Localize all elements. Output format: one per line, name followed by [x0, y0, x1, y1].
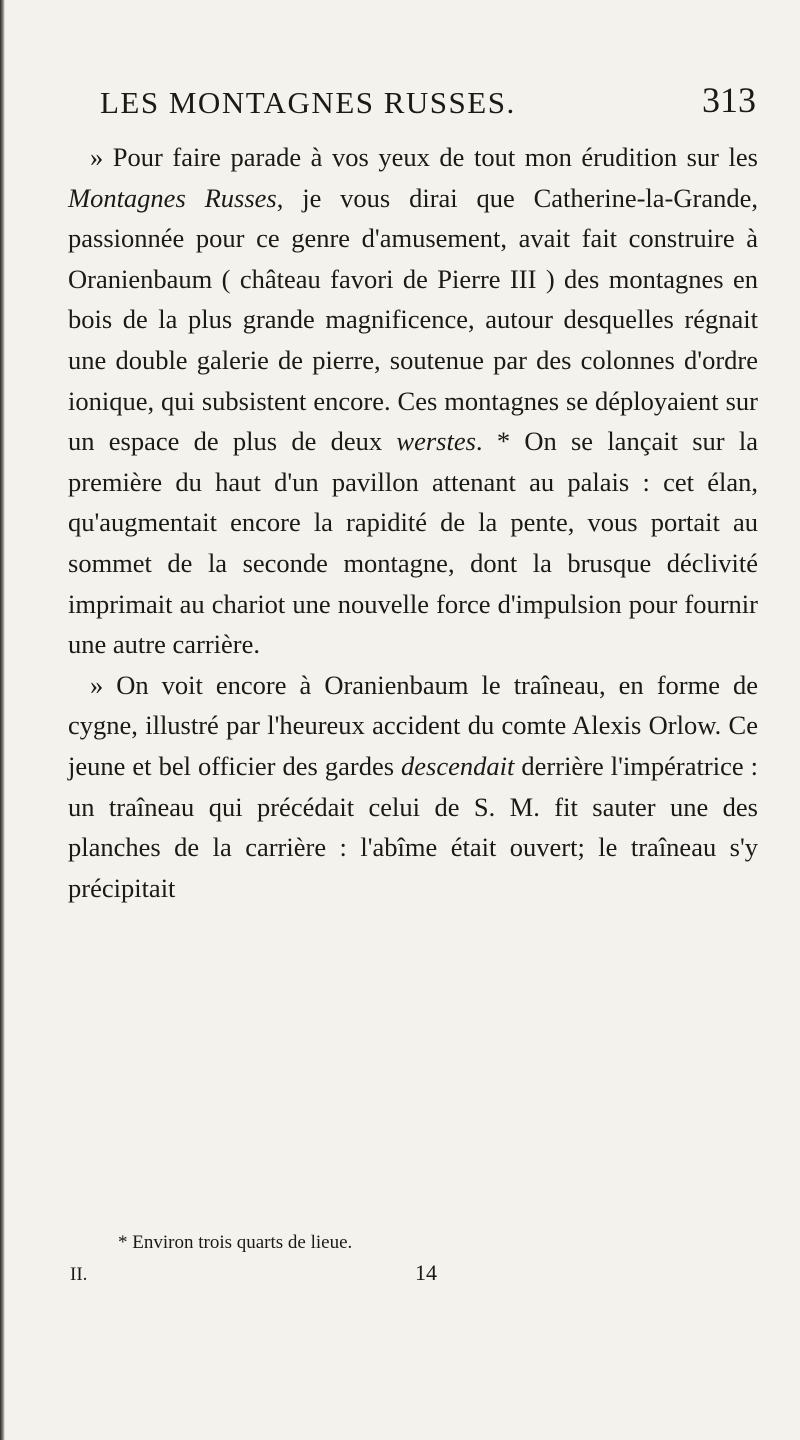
page-edge-shadow — [0, 0, 5, 1440]
italic-text: Montagnes Russes — [68, 182, 277, 213]
footnote: * Environ trois quarts de lieue. — [118, 1232, 353, 1253]
page-number: 313 — [702, 80, 756, 120]
text-segment: . * On se lançait sur la première du haut d'un pavillon attenant au palais : cet élan, qu'augmentait encore la rapidité de la pente, vous portait au sommet de la seconde montagne, dont la brusque déclivité imprimait au chariot une nouvelle force d'impulsion pour fournir une autre carrière. — [68, 426, 758, 660]
text-segment: » On voit encore à Oranienbaum le traîneau, en forme de cygne, illustré par l'heureux accident du comte Alexis Orlow. Ce jeune et bel officier des gardes — [68, 669, 758, 781]
volume-signature: II. — [70, 1264, 88, 1285]
paragraph — [68, 137, 758, 665]
italic-text: werstes — [396, 426, 476, 457]
text-segment: derrière l'impératrice : un traîneau qui précédait celui de S. M. fit sauter une des planches de la carrière : l'abîme était ouvert; le traîneau s'y précipitait — [68, 750, 758, 903]
italic-text: descendait — [401, 750, 515, 781]
body-text — [68, 137, 758, 908]
sheet-signature: 14 — [415, 1260, 437, 1285]
running-title: LES MONTAGNES RUSSES. — [100, 85, 516, 120]
page-header — [100, 80, 760, 135]
text-segment: » Pour faire parade à vos yeux de tout mon érudition sur les — [90, 142, 758, 172]
text-segment: , je vous dirai que Catherine-la-Grande, passionnée pour ce genre d'amusement, avait fait construire à Oranienbaum ( château favori de Pierre III ) des montagnes en bois de la plus grande magnificence, autour desquelles régnait une double galerie de pierre, soutenue par des colonnes d'ordre ionique, qui subsistent encore. Ces montagnes se déployaient sur un espace de plus de deux — [68, 182, 758, 457]
paragraph — [68, 665, 758, 909]
